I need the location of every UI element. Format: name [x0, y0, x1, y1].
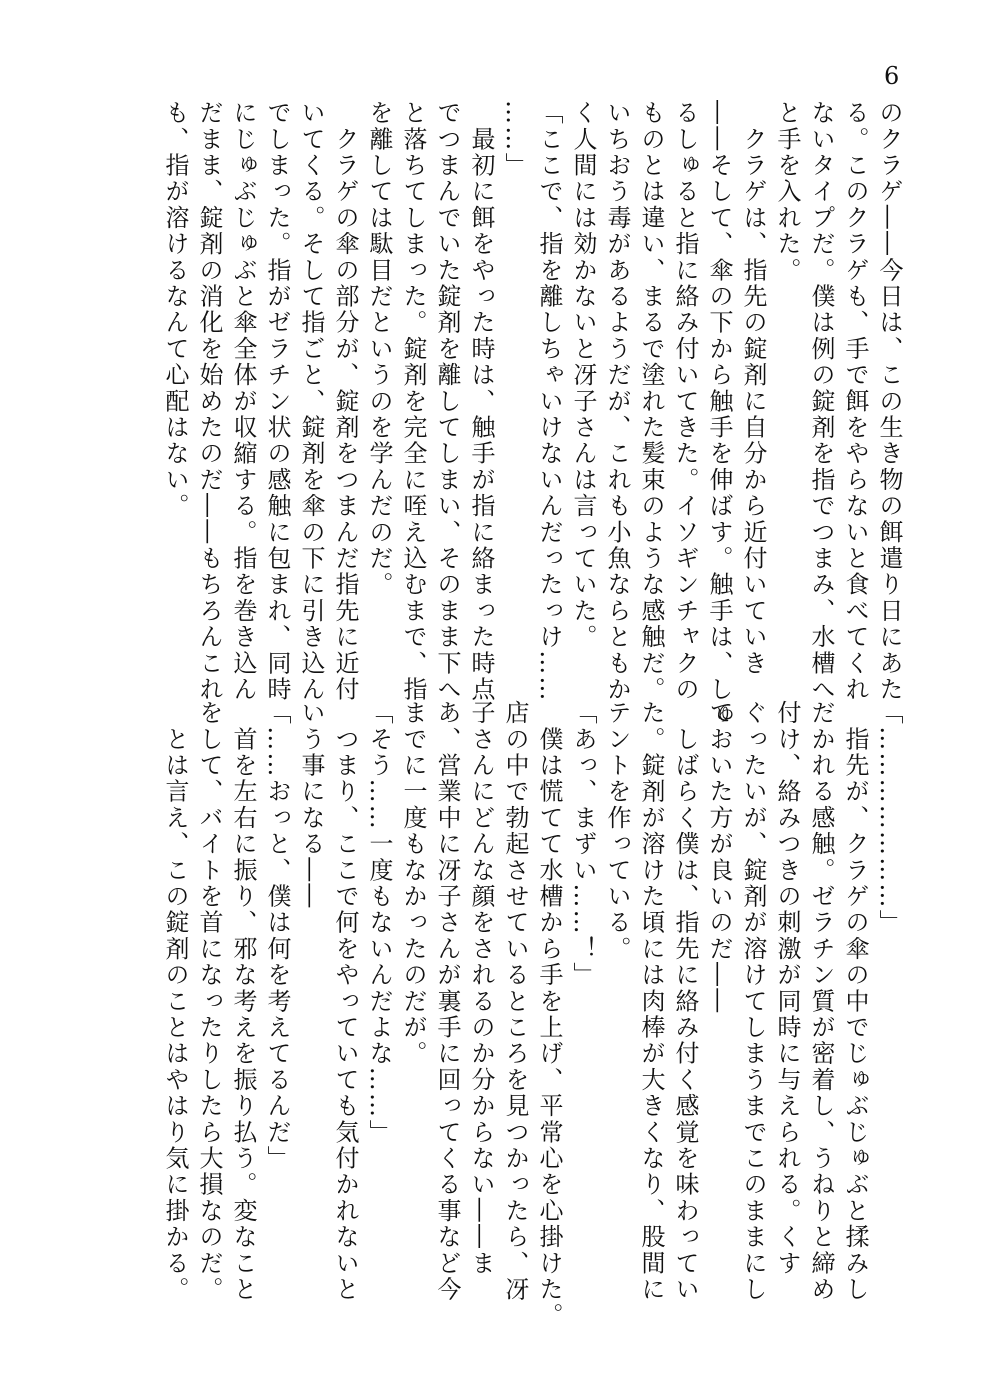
text-line: と手を入れた。: [773, 100, 801, 284]
text-line: だまま、錠剤の消化を始めたのだ――もちろんこれ: [195, 100, 223, 703]
text-line: 「そう……一度もないんだよな……」: [365, 700, 393, 1146]
text-line: クラゲは、指先の錠剤に自分から近付いていき: [739, 100, 767, 677]
text-line: いう事になる――: [297, 700, 325, 910]
text-block-top: [158, 100, 906, 729]
text-line: でつまんでいた錠剤を離してしまい、そのまま下へ: [433, 100, 461, 703]
text-line: あ、営業中に冴子さんが裏手に回ってくる事など今: [433, 700, 461, 1303]
text-line: る。このクラゲも、手で餌をやらないと食べてくれ: [841, 100, 869, 703]
text-line: も、指が溶けるなんて心配はない。: [161, 100, 189, 520]
text-line: 僕は慌てて水槽から手を上げ、平常心を心掛けた。: [535, 700, 563, 1329]
text-line: 「あっ、まずい……！」: [569, 700, 597, 989]
text-line: ……」: [501, 100, 529, 179]
text-line: 首を左右に振り、邪な考えを振り払う。変なこと: [229, 700, 257, 1303]
text-line: だかれる感触。ゼラチン質が密着し、うねりと締め: [807, 700, 835, 1303]
text-line: つまり、ここで何をやっていても気付かれないと: [331, 700, 359, 1303]
text-line: しばらく僕は、指先に絡み付く感覚を味わってい: [671, 700, 699, 1303]
text-line: ――そして、傘の下から触手を伸ばす。触手は、しゅ: [705, 100, 733, 729]
text-line: 「…………………」: [875, 700, 903, 936]
text-line: までに一度もなかったのだが。: [399, 700, 427, 1067]
text-line: を離しては駄目だというのを学んだのだ。: [365, 100, 393, 598]
page-number: 6: [884, 62, 900, 90]
text-line: た。錠剤が溶けた頃には肉棒が大きくなり、股間に: [637, 700, 665, 1303]
text-line: 付け、絡みつきの刺激が同時に与えられる。くす: [773, 700, 801, 1277]
text-line: ものとは違い、まるで塗れた髪束のような感触だ。: [637, 100, 665, 703]
text-line: にじゅぶじゅぶと傘全体が収縮する。指を巻き込ん: [229, 100, 257, 703]
text-block-bottom: [158, 700, 906, 1329]
text-line: とは言え、この錠剤のことはやはり気に掛かる。: [161, 700, 189, 1303]
text-line: 「……おっと、僕は何を考えてるんだ」: [263, 700, 291, 1172]
text-line: 最初に餌をやった時は、触手が指に絡まった時点: [467, 100, 495, 703]
text-line: 店の中で勃起させているところを見つかったら、冴: [501, 700, 529, 1303]
text-line: のクラゲ――今日は、この生き物の餌遣り日にあた: [875, 100, 903, 703]
text-line: 「ここで、指を離しちゃいけないんだったっけ……: [535, 100, 563, 703]
text-line: テントを作っている。: [603, 700, 631, 962]
text-line: 子さんにどんな顔をされるのか分からない――ま: [467, 700, 495, 1277]
text-line: クラゲの傘の部分が、錠剤をつまんだ指先に近付: [331, 100, 359, 703]
text-line: いちおう毒があるようだが、これも小魚ならともか: [603, 100, 631, 703]
text-line: と落ちてしまった。錠剤を完全に咥え込むまで、指: [399, 100, 427, 703]
text-line: をして、バイトを首になったりしたら大損なのだ。: [195, 700, 223, 1303]
text-line: 指先が、クラゲの傘の中でじゅぶじゅぶと揉みし: [841, 700, 869, 1303]
text-line: いてくる。そして指ごと、錠剤を傘の下に引き込ん: [297, 100, 325, 703]
text-line: く人間には効かないと冴子さんは言っていた。: [569, 100, 597, 651]
text-line: ぐったいが、錠剤が溶けてしまうまでこのままにし: [739, 700, 767, 1303]
text-line: ておいた方が良いのだ――: [705, 700, 733, 1015]
text-line: でしまった。指がゼラチン状の感触に包まれ、同時: [263, 100, 291, 703]
text-line: るしゅると指に絡み付いてきた。イソギンチャクの: [671, 100, 699, 703]
text-line: ないタイプだ。僕は例の錠剤を指でつまみ、水槽へ: [807, 100, 835, 703]
